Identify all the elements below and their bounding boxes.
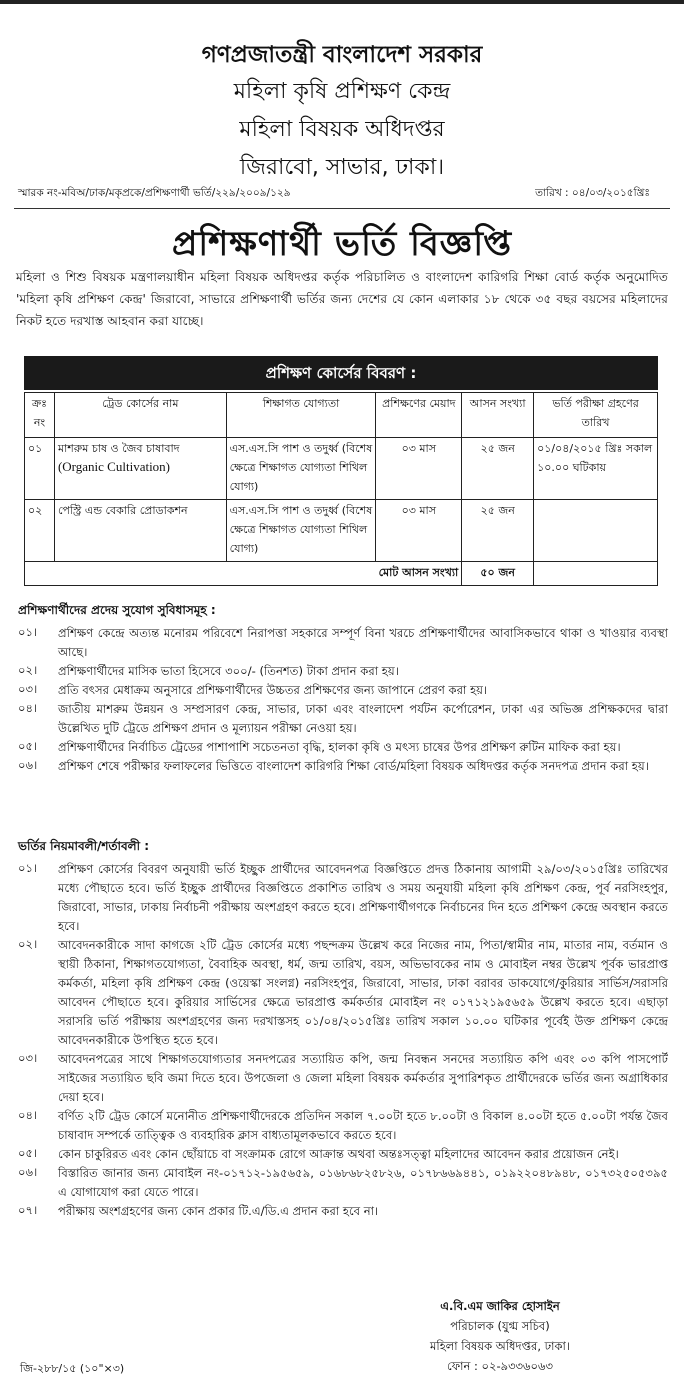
column-header: শিক্ষাগত যোগ্যতা [226, 393, 376, 438]
qualification: এস.এস.সি পাশ ও তদুর্ধ্ব (বিশেষ ক্ষেত্রে শিক্ষাগত যোগ্যতা শিথিল যোগ্য) [226, 500, 376, 562]
course-name-english: (Organic Cultivation) [57, 459, 171, 474]
list-item [18, 624, 668, 662]
benefits-heading: প্রশিক্ষণার্থীদের প্রদেয় সুযোগ সুবিধাসমূহ : [18, 603, 216, 617]
column-header: ক্রঃ নং [25, 393, 55, 438]
item-text: কোন চাকুরিরত এবং কোন ছোঁয়াচে বা সংক্রামক রোগে আক্রান্ত অথবা অন্তঃসত্ত্বা মহিলাদের আবেদন করার প্রয়োজন নেই। [58, 1147, 619, 1161]
list-item [18, 1164, 668, 1202]
item-number: ০৩। [18, 682, 38, 696]
course-table [24, 392, 658, 586]
exam-date: ০১/০৪/২০১৫ খ্রিঃ সকাল ১০.০০ ঘটিকায় [534, 438, 658, 500]
center-name: মহিলা কৃষি প্রশিক্ষণ কেন্দ্র [233, 79, 451, 104]
table-header-row [25, 393, 658, 438]
notice-date: তারিখ : ০৪/০৩/২০১৫খ্রিঃ [535, 187, 650, 199]
course-name-cell [54, 500, 226, 562]
signatory-office: মহিলা বিষয়ক অধিদপ্তর, ঢাকা। [430, 1339, 570, 1353]
item-text: পরীক্ষায় অংশগ্রহণের জন্য কোন প্রকার টি.এ/ডি.এ প্রদান করা হবে না। [58, 1204, 379, 1218]
total-row [25, 562, 658, 586]
list-item [18, 757, 668, 776]
item-text: জাতীয় মাশরুম উন্নয়ন ও সম্প্রসারণ কেন্দ্র, সাভার, ঢাকা এবং বাংলাদেশ পর্যটন কর্পোরেশন, ঢাকা এর অভিজ্ঞ প্রশিক্ষকদের দ্বারা উল্লেখিত দুটি ট্রেডে প্রশিক্ষণ প্রদান ও মূল্যায়ন পরীক্ষা নেওয়া হয়। [58, 702, 668, 735]
item-text: প্রশিক্ষণ শেষে পরীক্ষার ফলাফলের ভিত্তিতে বাংলাদেশ কারিগরি শিক্ষা বোর্ড/মহিলা বিষয়ক অধিদপ্তর কর্তৃক সনদপত্র প্রদান করা হয়। [58, 759, 649, 773]
column-header: প্রশিক্ষণের মেয়াদ [376, 393, 462, 438]
item-text: আবেদনপত্রের সাথে শিক্ষাগতযোগ্যতার সনদপত্রের সত্যায়িত কপি, জন্ম নিবন্ধন সনদের সত্যায়িত কপি এবং ০৩ কপি পাসপোর্ট সাইজের সত্যায়িত ছবি জমা দিতে হবে। উপজেলা ও জেলা মহিলা বিষয়ক কর্মকর্তার সুপারিশকৃত প্রার্থীদেরকে ভর্তির জন্য অগ্রাধিকার দেয়া হবে। [58, 1052, 668, 1104]
duration: ০৩ মাস [376, 438, 462, 500]
item-number: ০১। [18, 625, 38, 639]
total-label: মোট আসন সংখ্যা [25, 562, 462, 586]
item-number: ০৬। [18, 1165, 38, 1179]
empty-cell [534, 562, 658, 586]
gd-number: জি-২৮৮/১৫ (১০"×৩) [20, 1362, 125, 1375]
column-header: আসন সংখ্যা [462, 393, 534, 438]
table-row [25, 500, 658, 562]
row-number: ০২ [25, 500, 55, 562]
department-name: মহিলা বিষয়ক অধিদপ্তর [239, 117, 445, 142]
item-text: বিস্তারিত জানার জন্য মোবাইল নং-০১৭১২-১৯৫৬৫৯, ০১৬৮৬৮২৫৮২৬, ০১৭৮৬৬৯৪৪১, ০১৯২২০৪৮৯৪৮, ০১৭৩২৫০৫৩৯৫ এ যোগাযোগ করা যেতে পারে। [58, 1166, 668, 1199]
rules-list [18, 860, 668, 1221]
item-text: প্রশিক্ষণ কোর্সের বিবরণ অনুযায়ী ভর্তি ইচ্ছুক প্রার্থীদের আবেদনপত্র বিজ্ঞপ্তিতে প্রদত্ত ঠিকানায় আগামী ২৯/০৩/২০১৫খ্রিঃ তারিখের মধ্যে পৌছাতে হবে। ভর্তি ইচ্ছুক প্রার্থীদের বিজ্ঞপ্তিতে প্রকাশিত তারিখ ও সময় অনুযায়ী মহিলা কৃষি প্রশিক্ষণ কেন্দ্র, পূর্ব নরসিংহপুর, জিরাবো, সাভার, ঢাকায় নির্বাচনী পরীক্ষায় অংশগ্রহণ করতে হবে। প্রশিক্ষণার্থীগণকে নির্বাচনের দিন হতে প্রশিক্ষণ কেন্দ্রে অবস্থান করতে হবে। [58, 862, 668, 933]
signatory-phone: ফোন : ০২-৯৩৩৬০৬৩ [447, 1359, 553, 1373]
item-number: ০৫। [18, 739, 38, 753]
item-number: ০৪। [18, 701, 38, 715]
rules-heading: ভর্তির নিয়মাবলী/শর্তাবলী : [18, 839, 150, 853]
item-text: বর্ণিত ২টি ট্রেড কোর্সে মনোনীত প্রশিক্ষণার্থীদেরকে প্রতিদিন সকাল ৭.০০টা হতে ৮.০০টা ও বিকাল ৪.০০টা হতে ৫.০০টা পর্যন্ত জৈব চাষাবাদ সম্পর্কে তাত্ত্বিক ও ব্যবহারিক ক্লাস বাধ্যতামূলকভাবে করতে হবে। [58, 1109, 668, 1142]
row-number: ০১ [25, 438, 55, 500]
list-item [18, 1050, 668, 1107]
list-item [18, 936, 668, 1050]
divider [14, 208, 670, 209]
item-number: ০৩। [18, 1051, 38, 1065]
signatory-name: এ.বি.এম জাকির হোসাইন [440, 1299, 560, 1313]
intro-paragraph: মহিলা ও শিশু বিষয়ক মন্ত্রণালয়াধীন মহিলা বিষয়ক অধিদপ্তর কর্তৃক পরিচালিত ও বাংলাদেশ কারিগরি শিক্ষা বোর্ড কর্তৃক অনুমোদিত 'মহিলা কৃষি প্রশিক্ষণ কেন্দ্র' জিরাবো, সাভারে প্রশিক্ষণার্থী ভর্তির জন্য দেশের যে কোন এলাকার ১৮ থেকে ৩৫ বছর বয়সের মহিলাদের নিকট হতে দরখাস্ত আহবান করা যাচ্ছে। [16, 270, 668, 328]
list-item [18, 1202, 668, 1221]
list-item [18, 662, 668, 681]
govt-title: গণপ্রজাতন্ত্রী বাংলাদেশ সরকার [201, 42, 483, 68]
list-item [18, 1145, 668, 1164]
item-number: ০৫। [18, 1146, 38, 1160]
total-seats: ৫০ জন [462, 562, 534, 586]
item-number: ০৭। [18, 1203, 38, 1217]
notice-title: প্রশিক্ষণার্থী ভর্তি বিজ্ঞপ্তি [171, 224, 513, 264]
item-text: প্রশিক্ষণার্থীদের নির্বাচিত ট্রেডের পাশাপাশি সচেতনতা বৃদ্ধি, হালকা কৃষি ও মৎস্য চাষের উপর প্রশিক্ষণ রুটিন মাফিক করা হয়। [58, 740, 621, 754]
address-line: জিরাবো, সাভার, ঢাকা। [239, 155, 445, 180]
course-table-caption: প্রশিক্ষণ কোর্সের বিবরণ : [24, 356, 658, 390]
memo-number: স্মারক নং-মবিঅ/ঢাক/মকৃপ্রকে/প্রশিক্ষণার্থী ভর্তি/২২৯/২০০৯/১২৯ [18, 187, 291, 199]
list-item [18, 1107, 668, 1145]
item-number: ০২। [18, 937, 38, 951]
item-number: ০৬। [18, 758, 38, 772]
signatory-designation: পরিচালক (যুগ্ম সচিব) [450, 1319, 550, 1333]
course-name: পেস্ট্রি এন্ড বেকারি প্রোডাকশন [57, 504, 188, 517]
column-header: ট্রেড কোর্সের নাম [54, 393, 226, 438]
exam-date [534, 500, 658, 562]
item-text: প্রশিক্ষণ কেন্দ্রে অত্যন্ত মনোরম পরিবেশে নিরাপত্তা সহকারে সম্পূর্ণ বিনা খরচে প্রশিক্ষণার্থীদের আবাসিকভাবে থাকা ও খাওয়ার ব্যবস্থা আছে। [58, 626, 668, 659]
seats: ২৫ জন [462, 438, 534, 500]
list-item [18, 700, 668, 738]
item-number: ০১। [18, 861, 38, 875]
item-number: ০২। [18, 663, 38, 677]
qualification: এস.এস.সি পাশ ও তদুর্ধ্ব (বিশেষ ক্ষেত্রে শিক্ষাগত যোগ্যতা শিথিল যোগ্য) [226, 438, 376, 500]
item-text: প্রশিক্ষণার্থীদের মাসিক ভাতা হিসেবে ৩০০/- (তিনশত) টাকা প্রদান করা হয়। [58, 664, 399, 678]
list-item [18, 860, 668, 936]
top-rule [0, 0, 684, 4]
duration: ০৩ মাস [376, 500, 462, 562]
item-text: আবেদনকারীকে সাদা কাগজে ২টি ট্রেড কোর্সের মধ্যে পছন্দক্রম উল্লেখ করে নিজের নাম, পিতা/স্বামীর নাম, মাতার নাম, বর্তমান ও স্থায়ী ঠিকানা, শিক্ষাগতযোগ্যতা, বৈবাহিক অবস্থা, ধর্ম, জন্ম তারিখ, বয়স, অভিভাবকের নাম ও মোবাইল নম্বর উল্লেখ পূর্বক ভারপ্রাপ্ত কর্মকর্তা, মহিলা কৃষি প্রশিক্ষণ কেন্দ্র (ওয়েস্কা সংলগ্ন) নরসিংহপুর, জিরাবো, সাভার, ঢাকা বরাবর ডাকযোগে/কুরিয়ার সার্ভিস/সরাসরি আবেদন পৌছাতে হবে। কুরিয়ার সার্ভিসের ক্ষেত্রে ভারপ্রাপ্ত কর্মকর্তার মোবাইল নং ০১৭১২১৯৫৬৫৯ উল্লেখ করতে হবে। এছাড়া সরাসরি ভর্তি পরীক্ষায় অংশগ্রহণের জন্য দরখাস্তসহ ০১/০৪/২০১৫খ্রিঃ তারিখ সকাল ১০.০০ ঘটিকার পূর্বেই উক্ত প্রশিক্ষণ কেন্দ্রে আবেদনকারীকে উপস্থিত হতে হবে। [58, 938, 668, 1047]
column-header: ভর্তি পরীক্ষা গ্রহণের তারিখ [534, 393, 658, 438]
list-item [18, 681, 668, 700]
course-name: মাশরুম চাষ ও জৈব চাষাবাদ [57, 442, 180, 455]
signature-block [400, 1296, 600, 1376]
table-row [25, 438, 658, 500]
item-number: ০৪। [18, 1108, 38, 1122]
course-name-cell [54, 438, 226, 500]
seats: ২৫ জন [462, 500, 534, 562]
list-item [18, 738, 668, 757]
benefits-list [18, 624, 668, 776]
item-text: প্রতি বৎসর মেধাক্রম অনুসারে প্রশিক্ষণার্থীদের উচ্চতর প্রশিক্ষণের জন্য জাপানে প্রেরণ করা হয়। [58, 683, 488, 697]
